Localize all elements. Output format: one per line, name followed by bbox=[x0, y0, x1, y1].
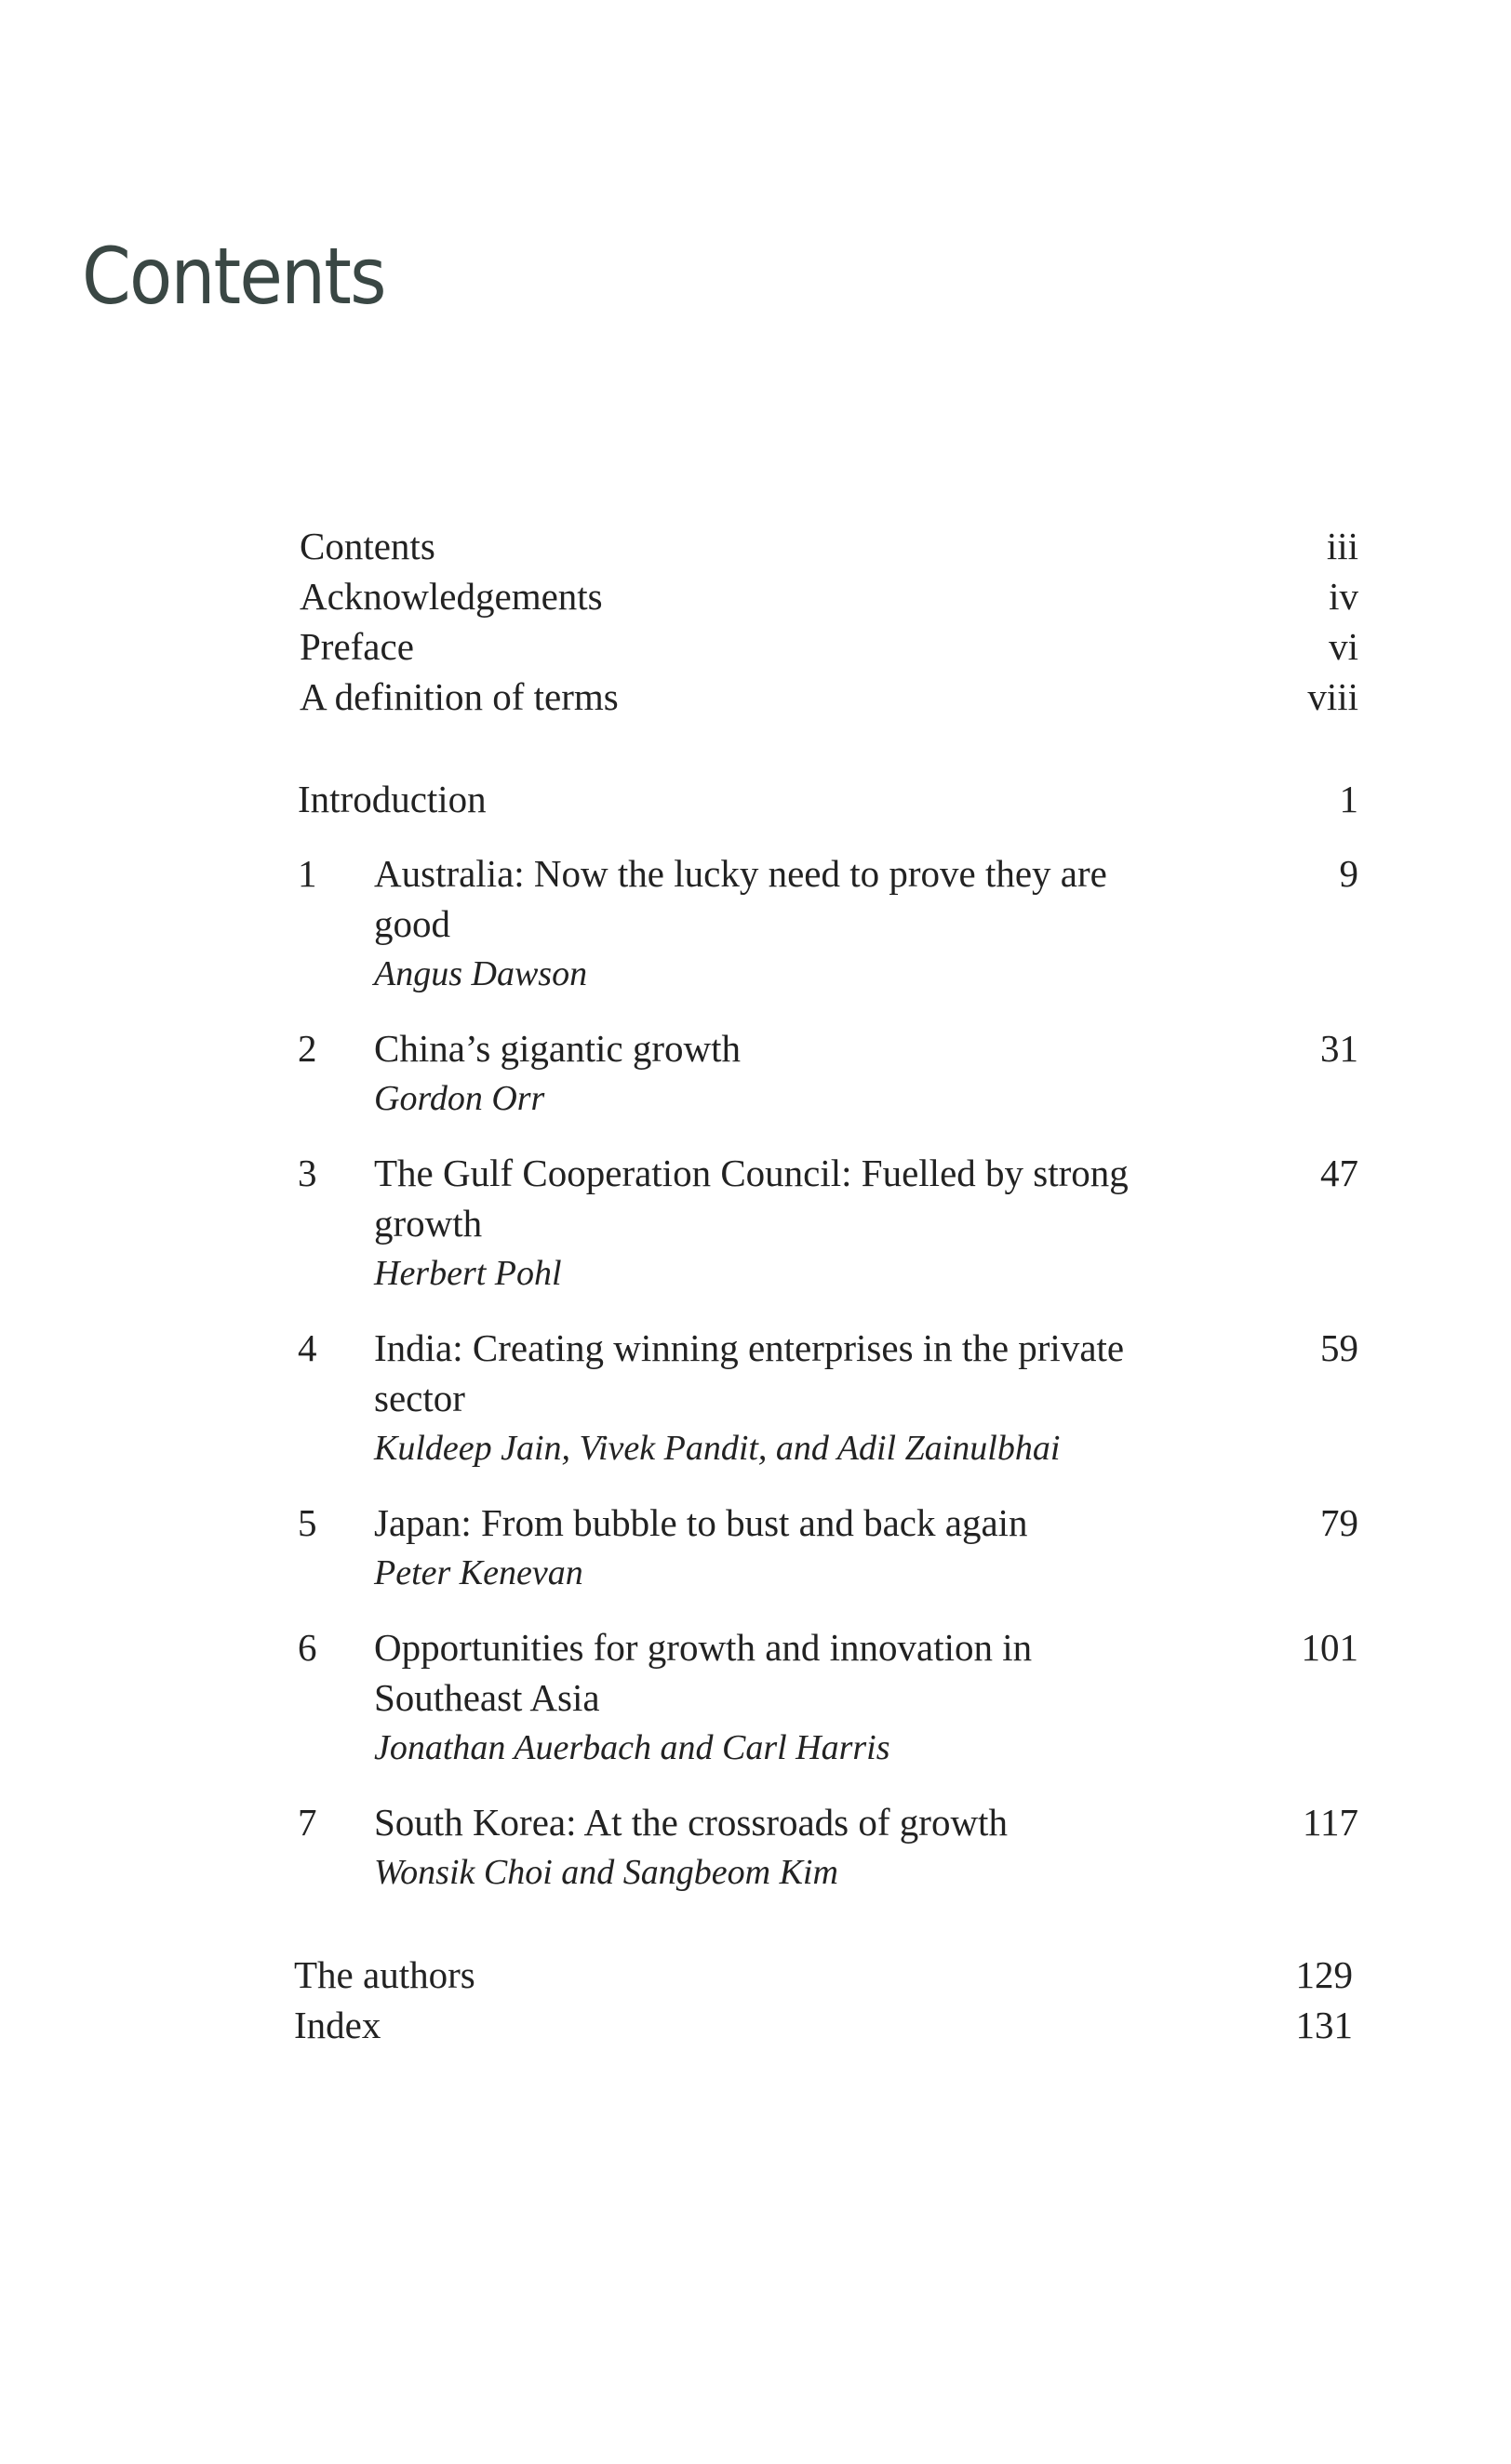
chapter-number: 6 bbox=[298, 1626, 317, 1669]
chapter-page: 59 bbox=[1320, 1326, 1358, 1369]
toc-entry-page: viii bbox=[1307, 675, 1358, 718]
toc-entry-title: A definition of terms bbox=[300, 675, 619, 718]
toc-entry-contents[interactable] bbox=[300, 521, 1358, 571]
introduction-section bbox=[298, 774, 1358, 824]
page-title: Contents bbox=[82, 231, 385, 322]
toc-entry-index[interactable] bbox=[294, 2000, 1353, 2050]
toc-entry-acknowledgements[interactable] bbox=[300, 571, 1358, 621]
chapter-body bbox=[374, 1323, 1174, 1473]
chapter-entry-4[interactable] bbox=[298, 1323, 1358, 1473]
toc-entry-title: Acknowledgements bbox=[300, 575, 603, 618]
toc-entry-page: 1 bbox=[1339, 778, 1358, 820]
toc-entry-definition-of-terms[interactable] bbox=[300, 672, 1358, 722]
chapter-title: Australia: Now the lucky need to prove they are good bbox=[374, 852, 1107, 945]
chapter-author: Gordon Orr bbox=[374, 1079, 545, 1118]
chapter-entry-2[interactable] bbox=[298, 1023, 1358, 1124]
chapter-page: 31 bbox=[1320, 1027, 1358, 1070]
chapter-body bbox=[374, 1023, 1174, 1124]
chapter-number: 1 bbox=[298, 852, 317, 895]
back-matter-list bbox=[294, 1950, 1353, 2050]
chapter-page: 117 bbox=[1303, 1801, 1358, 1844]
chapter-list bbox=[298, 848, 1358, 1922]
chapter-title: The Gulf Cooperation Council: Fuelled by strong growth bbox=[374, 1152, 1129, 1245]
chapter-number: 5 bbox=[298, 1501, 317, 1544]
chapter-body bbox=[374, 848, 1174, 999]
toc-entry-title: Index bbox=[294, 2004, 381, 2046]
chapter-body bbox=[374, 1622, 1174, 1773]
chapter-entry-1[interactable] bbox=[298, 848, 1358, 999]
chapter-entry-3[interactable] bbox=[298, 1148, 1358, 1299]
chapter-page: 47 bbox=[1320, 1152, 1358, 1194]
chapter-number: 3 bbox=[298, 1152, 317, 1194]
chapter-number: 7 bbox=[298, 1801, 317, 1844]
toc-entry-preface[interactable] bbox=[300, 621, 1358, 672]
toc-entry-title: Introduction bbox=[298, 778, 487, 820]
chapter-body bbox=[374, 1498, 1174, 1598]
toc-entry-page: iii bbox=[1326, 525, 1358, 567]
front-matter-list bbox=[300, 521, 1358, 722]
toc-entry-title: Contents bbox=[300, 525, 435, 567]
toc-entry-the-authors[interactable] bbox=[294, 1950, 1353, 2000]
chapter-body bbox=[374, 1148, 1174, 1299]
chapter-entry-5[interactable] bbox=[298, 1498, 1358, 1598]
chapter-title: China’s gigantic growth bbox=[374, 1027, 742, 1070]
toc-entry-title: The authors bbox=[294, 1953, 475, 1996]
chapter-author: Wonsik Choi and Sangbeom Kim bbox=[374, 1853, 838, 1892]
chapter-title: Opportunities for growth and innovation in Southeast Asia bbox=[374, 1626, 1033, 1719]
chapter-title: Japan: From bubble to bust and back again bbox=[374, 1501, 1028, 1544]
chapter-entry-7[interactable] bbox=[298, 1797, 1358, 1898]
chapter-page: 9 bbox=[1339, 852, 1358, 895]
chapter-author: Peter Kenevan bbox=[374, 1553, 583, 1592]
chapter-page: 79 bbox=[1320, 1501, 1358, 1544]
chapter-author: Kuldeep Jain, Vivek Pandit, and Adil Zainulbhai bbox=[374, 1429, 1061, 1468]
chapter-title: India: Creating winning enterprises in the private sector bbox=[374, 1326, 1125, 1419]
chapter-title: South Korea: At the crossroads of growth bbox=[374, 1801, 1008, 1844]
toc-entry-introduction[interactable] bbox=[298, 774, 1358, 824]
toc-entry-page: iv bbox=[1329, 575, 1358, 618]
chapter-author: Jonathan Auerbach and Carl Harris bbox=[374, 1728, 890, 1767]
toc-entry-page: vi bbox=[1329, 625, 1358, 668]
toc-entry-page: 129 bbox=[1295, 1953, 1353, 1996]
chapter-author: Herbert Pohl bbox=[374, 1254, 562, 1293]
chapter-body bbox=[374, 1797, 1174, 1898]
chapter-number: 2 bbox=[298, 1027, 317, 1070]
toc-entry-page: 131 bbox=[1295, 2004, 1353, 2046]
chapter-entry-6[interactable] bbox=[298, 1622, 1358, 1773]
chapter-author: Angus Dawson bbox=[374, 954, 588, 993]
toc-entry-title: Preface bbox=[300, 625, 414, 668]
chapter-page: 101 bbox=[1301, 1626, 1358, 1669]
chapter-number: 4 bbox=[298, 1326, 317, 1369]
